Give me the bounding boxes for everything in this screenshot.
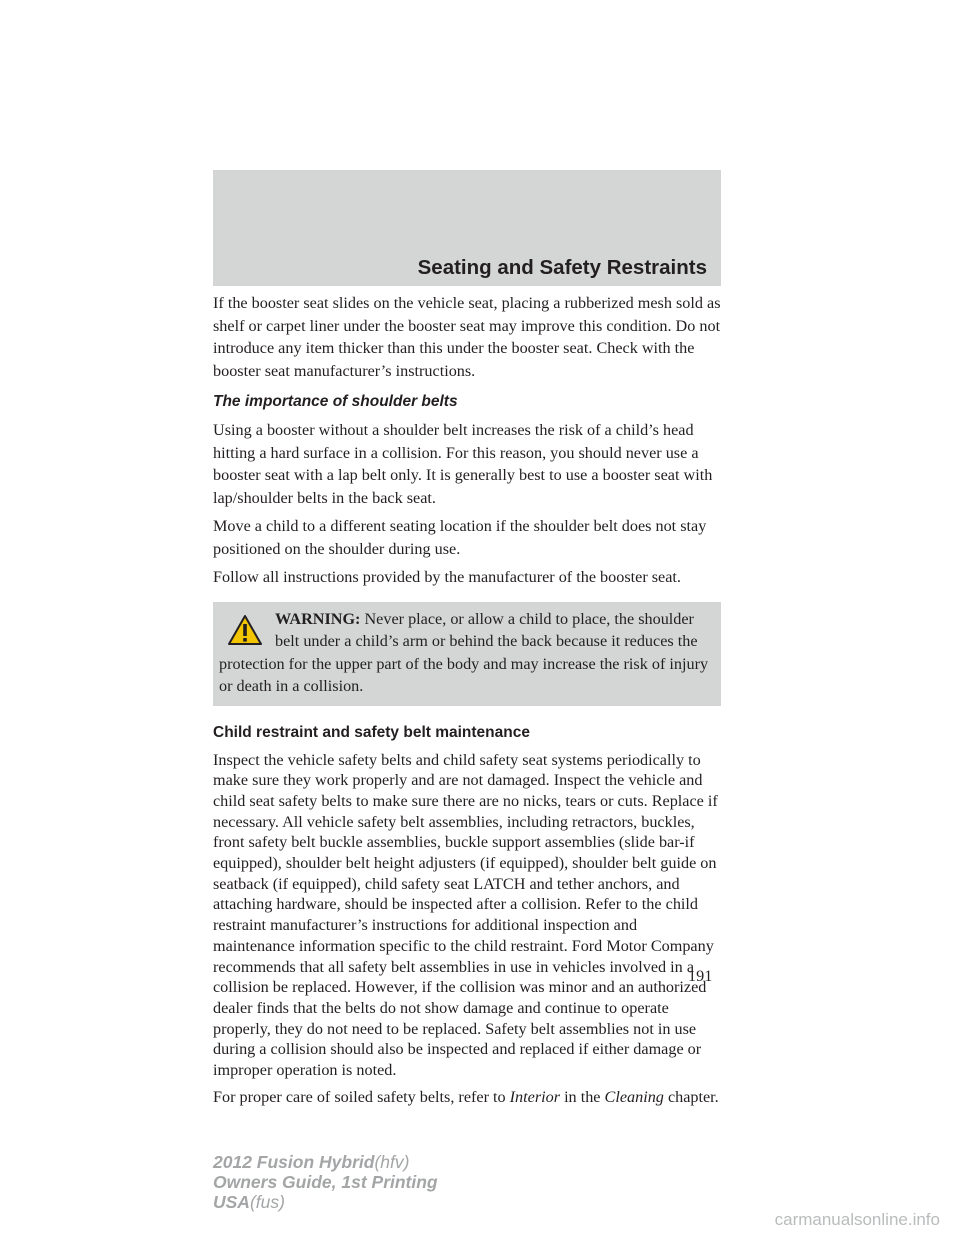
warning-label: WARNING: [275, 609, 361, 628]
paragraph-shoulder-belt-risk: Using a booster without a shoulder belt increases the risk of a child’s head hitting a hard surface in a collision. For this reason, you should never use a booster seat with a lap belt only. It is generally best to use a booster seat with lap/shoulder belts in the back seat. [213, 421, 713, 507]
warning-text: Never place, or allow a child to place, the shoulder belt under a child’s arm or behind the back because it reduces the protection for the upper part of the body and may increase the risk of injury or death in a collision. [219, 609, 709, 695]
paragraph-inspection: Inspect the vehicle safety belts and child safety seat systems periodically to make sure they work properly and are not damaged. Inspect the vehicle and child seat safety belts to make sure there are no nicks, tears or cuts. Replace if necessary. All vehicle safety belt assemblies, including retractors, buckles, front safety belt buckle assemblies, buckle support assemblies (slide bar-if equipped), shoulder belt height adjusters (if equipped), shoulder belt guide on seatback (if equipped), child safety seat LATCH and tether anchors, and attaching hardware, should be inspected after a collision. Refer to the child restraint manufacturer’s instructions for additional inspection and maintenance information specific to the child restraint. Ford Motor Company recommends that all safety belt assemblies in use in vehicles involved in a collision be replaced. However, if the collision was minor and an authorized dealer finds that the belts do not show damage and continue to operate properly, they do not need to be replaced. Safety belt assemblies not in use during a collision should also be inspected and replaced if either damage or improper operation is noted. [213, 750, 718, 1080]
paragraph-follow-instructions: Follow all instructions provided by the manufacturer of the booster seat. [213, 568, 681, 586]
section-header-band [213, 170, 721, 286]
section-title: Seating and Safety Restraints [417, 256, 707, 279]
page-number: 191 [688, 967, 713, 985]
paragraph-booster-slide: If the booster seat slides on the vehicle seat, placing a rubberized mesh sold as shelf or carpet liner under the booster seat may improve this condition. Do not introduce any item thicker than this under the booster seat. Check with the booster seat manufacturer’s instructions. [213, 294, 721, 380]
footer-line-market: USA(fus) [213, 1192, 285, 1212]
paragraph-move-child: Move a child to a different seating location if the shoulder belt does not stay positioned on the shoulder during use. [213, 517, 707, 558]
paragraph-cleaning-reference: For proper care of soiled safety belts, refer to Interior in the Cleaning chapter. [213, 1087, 719, 1106]
subheading-shoulder-belts: The importance of shoulder belts [213, 393, 458, 410]
warning-triangle-icon [227, 614, 263, 646]
subheading-maintenance: Child restraint and safety belt maintenance [213, 723, 530, 741]
footer-line-guide: Owners Guide, 1st Printing [213, 1172, 438, 1192]
footer-line-model: 2012 Fusion Hybrid(hfv) [213, 1152, 410, 1172]
reference-cleaning: Cleaning [604, 1087, 664, 1106]
warning-box [213, 602, 721, 706]
page-content [213, 292, 721, 1107]
document-footer [213, 1152, 438, 1212]
reference-interior: Interior [509, 1087, 561, 1106]
maintenance-section [213, 750, 721, 1108]
watermark: carmanualsonline.info [774, 1210, 940, 1229]
